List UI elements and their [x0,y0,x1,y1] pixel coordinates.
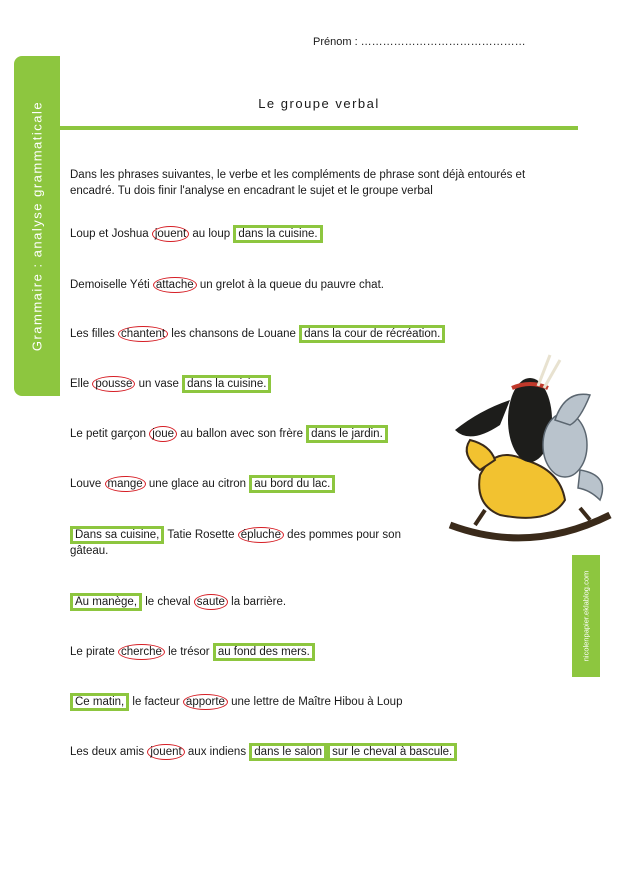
circled-verb: cherche [118,644,165,660]
boxed-complement: au bord du lac. [249,475,335,493]
circled-verb: joue [149,426,177,442]
sentence-text: Loup et Joshua [70,228,152,240]
boxed-complement: Au manège, [70,593,142,611]
circled-verb: apporte [183,694,228,710]
sentence-text: les chansons de Louane [168,328,300,340]
side-tab-label: Grammaire : analyse grammaticale [29,100,45,352]
sentence-4 [70,376,271,392]
sentence-text: le facteur [129,696,183,708]
circled-verb: jouent [152,226,189,242]
boxed-complement: Dans sa cuisine, [70,526,164,544]
circled-verb: saute [194,594,228,610]
sentence-text: Les filles [70,328,118,340]
sentence-text: Les deux amis [70,746,148,758]
boxed-complement: dans la cuisine. [182,375,271,393]
sentence-text: le cheval [142,596,194,608]
boxed-complement: Ce matin, [70,693,129,711]
instructions: Dans les phrases suivantes, le verbe et les compléments de phrase sont déjà entourés et encadré. Tu dois finir l'analyse en encadrant le sujet et le groupe verbal [70,169,526,197]
sentence-text: des pommes pour son gâteau. [70,529,401,557]
title-divider [60,126,578,130]
sentence-text: au loup [189,228,234,240]
sentence-text: Le pirate [70,646,118,658]
sentence-text: Le petit garçon [70,428,150,440]
boxed-complement: dans la cour de récréation. [299,325,445,343]
credit-text: nicolenpapier.eklablog.com [581,570,591,662]
sentence-text: au ballon avec son frère [177,428,307,440]
boxed-complement: dans la cuisine. [233,225,322,243]
boxed-complement: sur le cheval à bascule. [327,743,457,761]
sentence-text: une glace au citron [145,478,250,490]
boxed-complement: dans le salon [249,743,327,761]
sentence-10 [70,694,402,710]
sentence-7 [70,527,430,559]
sentence-text: aux indiens [184,746,250,758]
sentence-text: Louve [70,478,105,490]
sentence-text: le trésor [164,646,213,658]
sentence-1 [70,226,323,242]
sentence-text: Elle [70,378,93,390]
sentence-11 [70,744,457,760]
sentence-9 [70,644,315,660]
circled-verb: jouent [147,744,184,760]
boxed-complement: au fond des mers. [213,643,315,661]
sentence-text: une lettre de Maître Hibou à Loup [227,696,403,708]
circled-verb: pousse [92,376,135,392]
boxed-complement: dans le jardin. [306,425,388,443]
circled-verb: mange [105,476,146,492]
sentence-text: Demoiselle Yéti [70,279,153,291]
prenom-field: Prénom : ……………………………………… [313,36,526,48]
circled-verb: attache [153,277,197,293]
sentence-text: la barrière. [227,596,287,608]
wolf-on-rocking-horse-illustration [440,350,615,550]
sentence-text: un grelot à la queue du pauvre chat. [196,279,384,291]
sentence-text: Tatie Rosette [164,529,238,541]
sentence-3 [70,326,445,342]
page-title: Le groupe verbal [258,96,380,111]
sentence-5 [70,426,388,442]
sentence-text: un vase [135,378,183,390]
sentence-6 [70,476,335,492]
circled-verb: chantent [118,326,168,342]
sentence-2 [70,277,384,293]
sentence-8 [70,594,286,610]
circled-verb: épluche [238,527,284,543]
